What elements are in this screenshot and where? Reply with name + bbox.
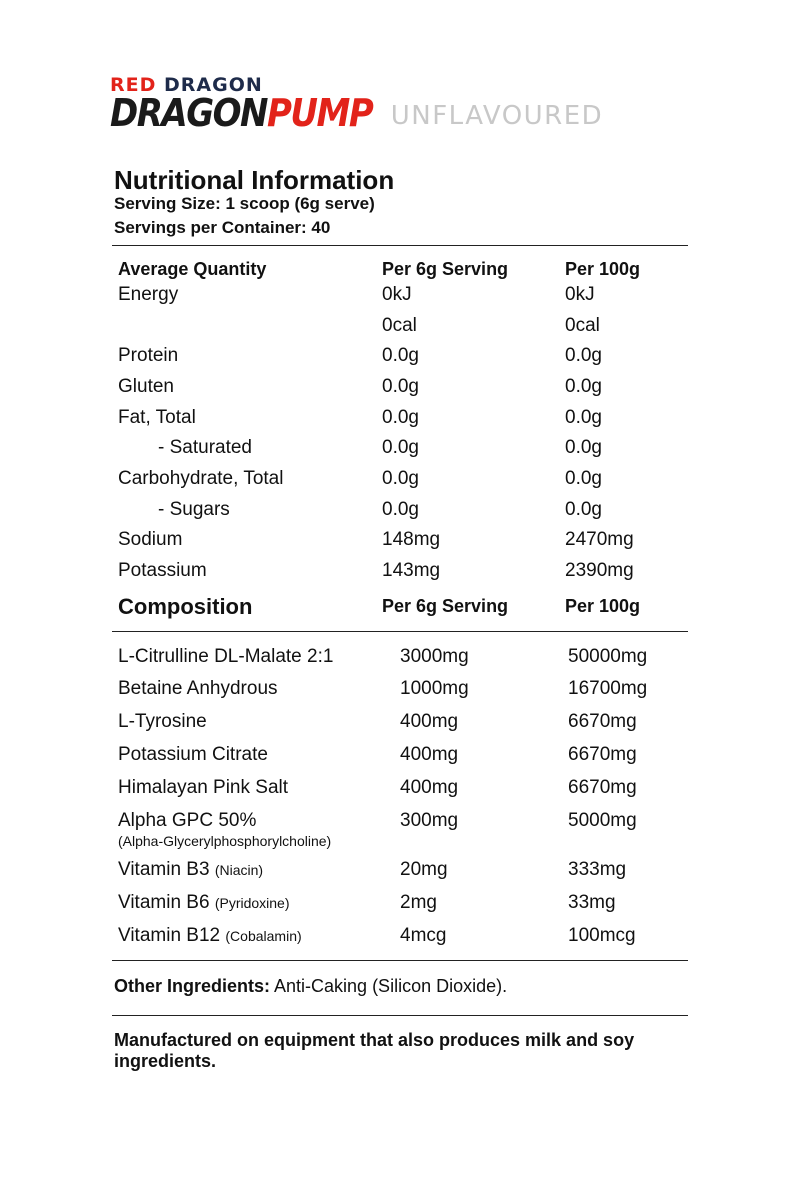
per-serving-value: 148mg: [382, 529, 441, 550]
nutrient-name: Gluten: [118, 376, 174, 397]
per-100g-value: 33mg: [568, 892, 616, 913]
other-ingredients: [114, 976, 507, 997]
per-serving-value: 20mg: [400, 859, 448, 880]
table-row: [0, 407, 800, 437]
divider: [112, 631, 688, 632]
divider: [112, 960, 688, 961]
per-serving-value: 0.0g: [382, 499, 419, 520]
nutrient-name: Fat, Total: [118, 407, 196, 428]
other-ingredients-label: Other Ingredients:: [114, 976, 271, 996]
table-row: [0, 499, 800, 529]
per-serving-value: 0.0g: [382, 468, 419, 489]
allergen-statement: Manufactured on equipment that also produces milk and soy ingredients.: [114, 1030, 635, 1071]
per-100g-value: 333mg: [568, 859, 627, 880]
table-row: [0, 284, 800, 314]
per-100g-value: 2470mg: [565, 529, 634, 550]
divider: [112, 1015, 688, 1016]
ingredient-name-block: [118, 892, 290, 914]
per-100g-value: 100mcg: [568, 925, 636, 946]
per-serving-value: 0.0g: [382, 376, 419, 397]
header-per-serving: Per 6g Serving: [382, 259, 509, 279]
ingredient-name: Vitamin B12: [118, 925, 221, 946]
per-100g-value: 2390mg: [565, 560, 634, 581]
table-row: [0, 315, 800, 345]
per-100g-value: 50000mg: [568, 646, 648, 667]
serving-size: Serving Size: 1 scoop (6g serve): [114, 194, 375, 213]
brand-header: [110, 74, 603, 143]
ingredient-name: Betaine Anhydrous: [118, 678, 278, 699]
ingredient-name: Himalayan Pink Salt: [118, 777, 289, 798]
panel-title: Nutritional Information: [114, 165, 395, 195]
header-per-100g: Per 100g: [565, 596, 641, 616]
per-serving-value: 0.0g: [382, 437, 419, 458]
header-per-100g: Per 100g: [565, 259, 641, 279]
per-100g-value: 6670mg: [568, 744, 637, 765]
per-serving-value: 400mg: [400, 711, 459, 732]
per-100g-value: 5000mg: [568, 810, 637, 831]
nutrient-name: Carbohydrate, Total: [118, 468, 284, 489]
per-serving-value: 4mcg: [400, 925, 447, 946]
ingredient-name: Vitamin B3: [118, 859, 210, 880]
divider: [112, 245, 688, 246]
product-logo-part1: DRAGON: [110, 91, 267, 136]
table-row: [0, 468, 800, 498]
per-100g-value: 16700mg: [568, 678, 648, 699]
per-100g-value: 6670mg: [568, 777, 637, 798]
product-logo: [110, 91, 604, 143]
nutrient-name: Protein: [118, 345, 179, 366]
ingredient-name: Vitamin B6: [118, 892, 210, 913]
flavour-label: UNFLAVOURED: [390, 101, 604, 131]
per-serving-value: 0.0g: [382, 345, 419, 366]
nutrient-name: Sodium: [118, 529, 183, 550]
ingredient-name: L-Tyrosine: [118, 711, 207, 732]
per-serving-value: 0.0g: [382, 407, 419, 428]
ingredient-note: (Alpha-Glycerylphosphorylcholine): [118, 833, 332, 849]
per-100g-value: 0kJ: [565, 284, 595, 305]
per-serving-value: 400mg: [400, 744, 459, 765]
nutrient-name: Potassium: [118, 560, 207, 581]
header-per-serving: Per 6g Serving: [382, 596, 509, 616]
per-serving-value: 0cal: [382, 315, 417, 336]
table-row: [0, 345, 800, 375]
header-average-quantity: Average Quantity: [118, 259, 267, 279]
ingredient-name: Alpha GPC 50%: [118, 810, 257, 831]
ingredient-parenthetical: (Niacin): [214, 862, 264, 878]
per-100g-value: 0.0g: [565, 499, 602, 520]
brand-name-dragon: DRAGON: [164, 74, 263, 96]
table-row: [0, 376, 800, 406]
per-100g-value: 0cal: [565, 315, 600, 336]
per-100g-value: 0.0g: [565, 437, 602, 458]
per-100g-value: 6670mg: [568, 711, 637, 732]
servings-per-container: Servings per Container: 40: [114, 218, 331, 237]
nutrient-name: - Sugars: [158, 499, 230, 520]
ingredient-name: Potassium Citrate: [118, 744, 268, 765]
per-serving-value: 0kJ: [382, 284, 412, 305]
per-100g-value: 0.0g: [565, 345, 602, 366]
per-serving-value: 3000mg: [400, 646, 469, 667]
per-100g-value: 0.0g: [565, 407, 602, 428]
nutrient-name: - Saturated: [158, 437, 252, 458]
ingredient-name-block: [118, 925, 302, 947]
composition-heading: Composition: [118, 594, 253, 619]
table-row: [0, 560, 800, 590]
brand-name-red: RED: [110, 74, 157, 96]
ingredient-name: L-Citrulline DL-Malate 2:1: [118, 646, 334, 667]
ingredient-parenthetical: (Pyridoxine): [214, 895, 290, 911]
table-row: [0, 529, 800, 559]
per-100g-value: 0.0g: [565, 376, 602, 397]
per-100g-value: 0.0g: [565, 468, 602, 489]
nutrient-name: Energy: [118, 284, 179, 305]
ingredient-name-block: [118, 810, 331, 849]
per-serving-value: 143mg: [382, 560, 441, 581]
composition-header-row: [0, 594, 800, 624]
per-serving-value: 400mg: [400, 777, 459, 798]
per-serving-value: 1000mg: [400, 678, 469, 699]
per-serving-value: 2mg: [400, 892, 437, 913]
per-serving-value: 300mg: [400, 810, 459, 831]
other-ingredients-value: Anti-Caking (Silicon Dioxide).: [270, 976, 508, 996]
ingredient-name-block: [118, 859, 263, 881]
product-logo-part2: PUMP: [266, 91, 373, 136]
ingredient-parenthetical: (Cobalamin): [225, 928, 302, 944]
table-row: [0, 437, 800, 467]
